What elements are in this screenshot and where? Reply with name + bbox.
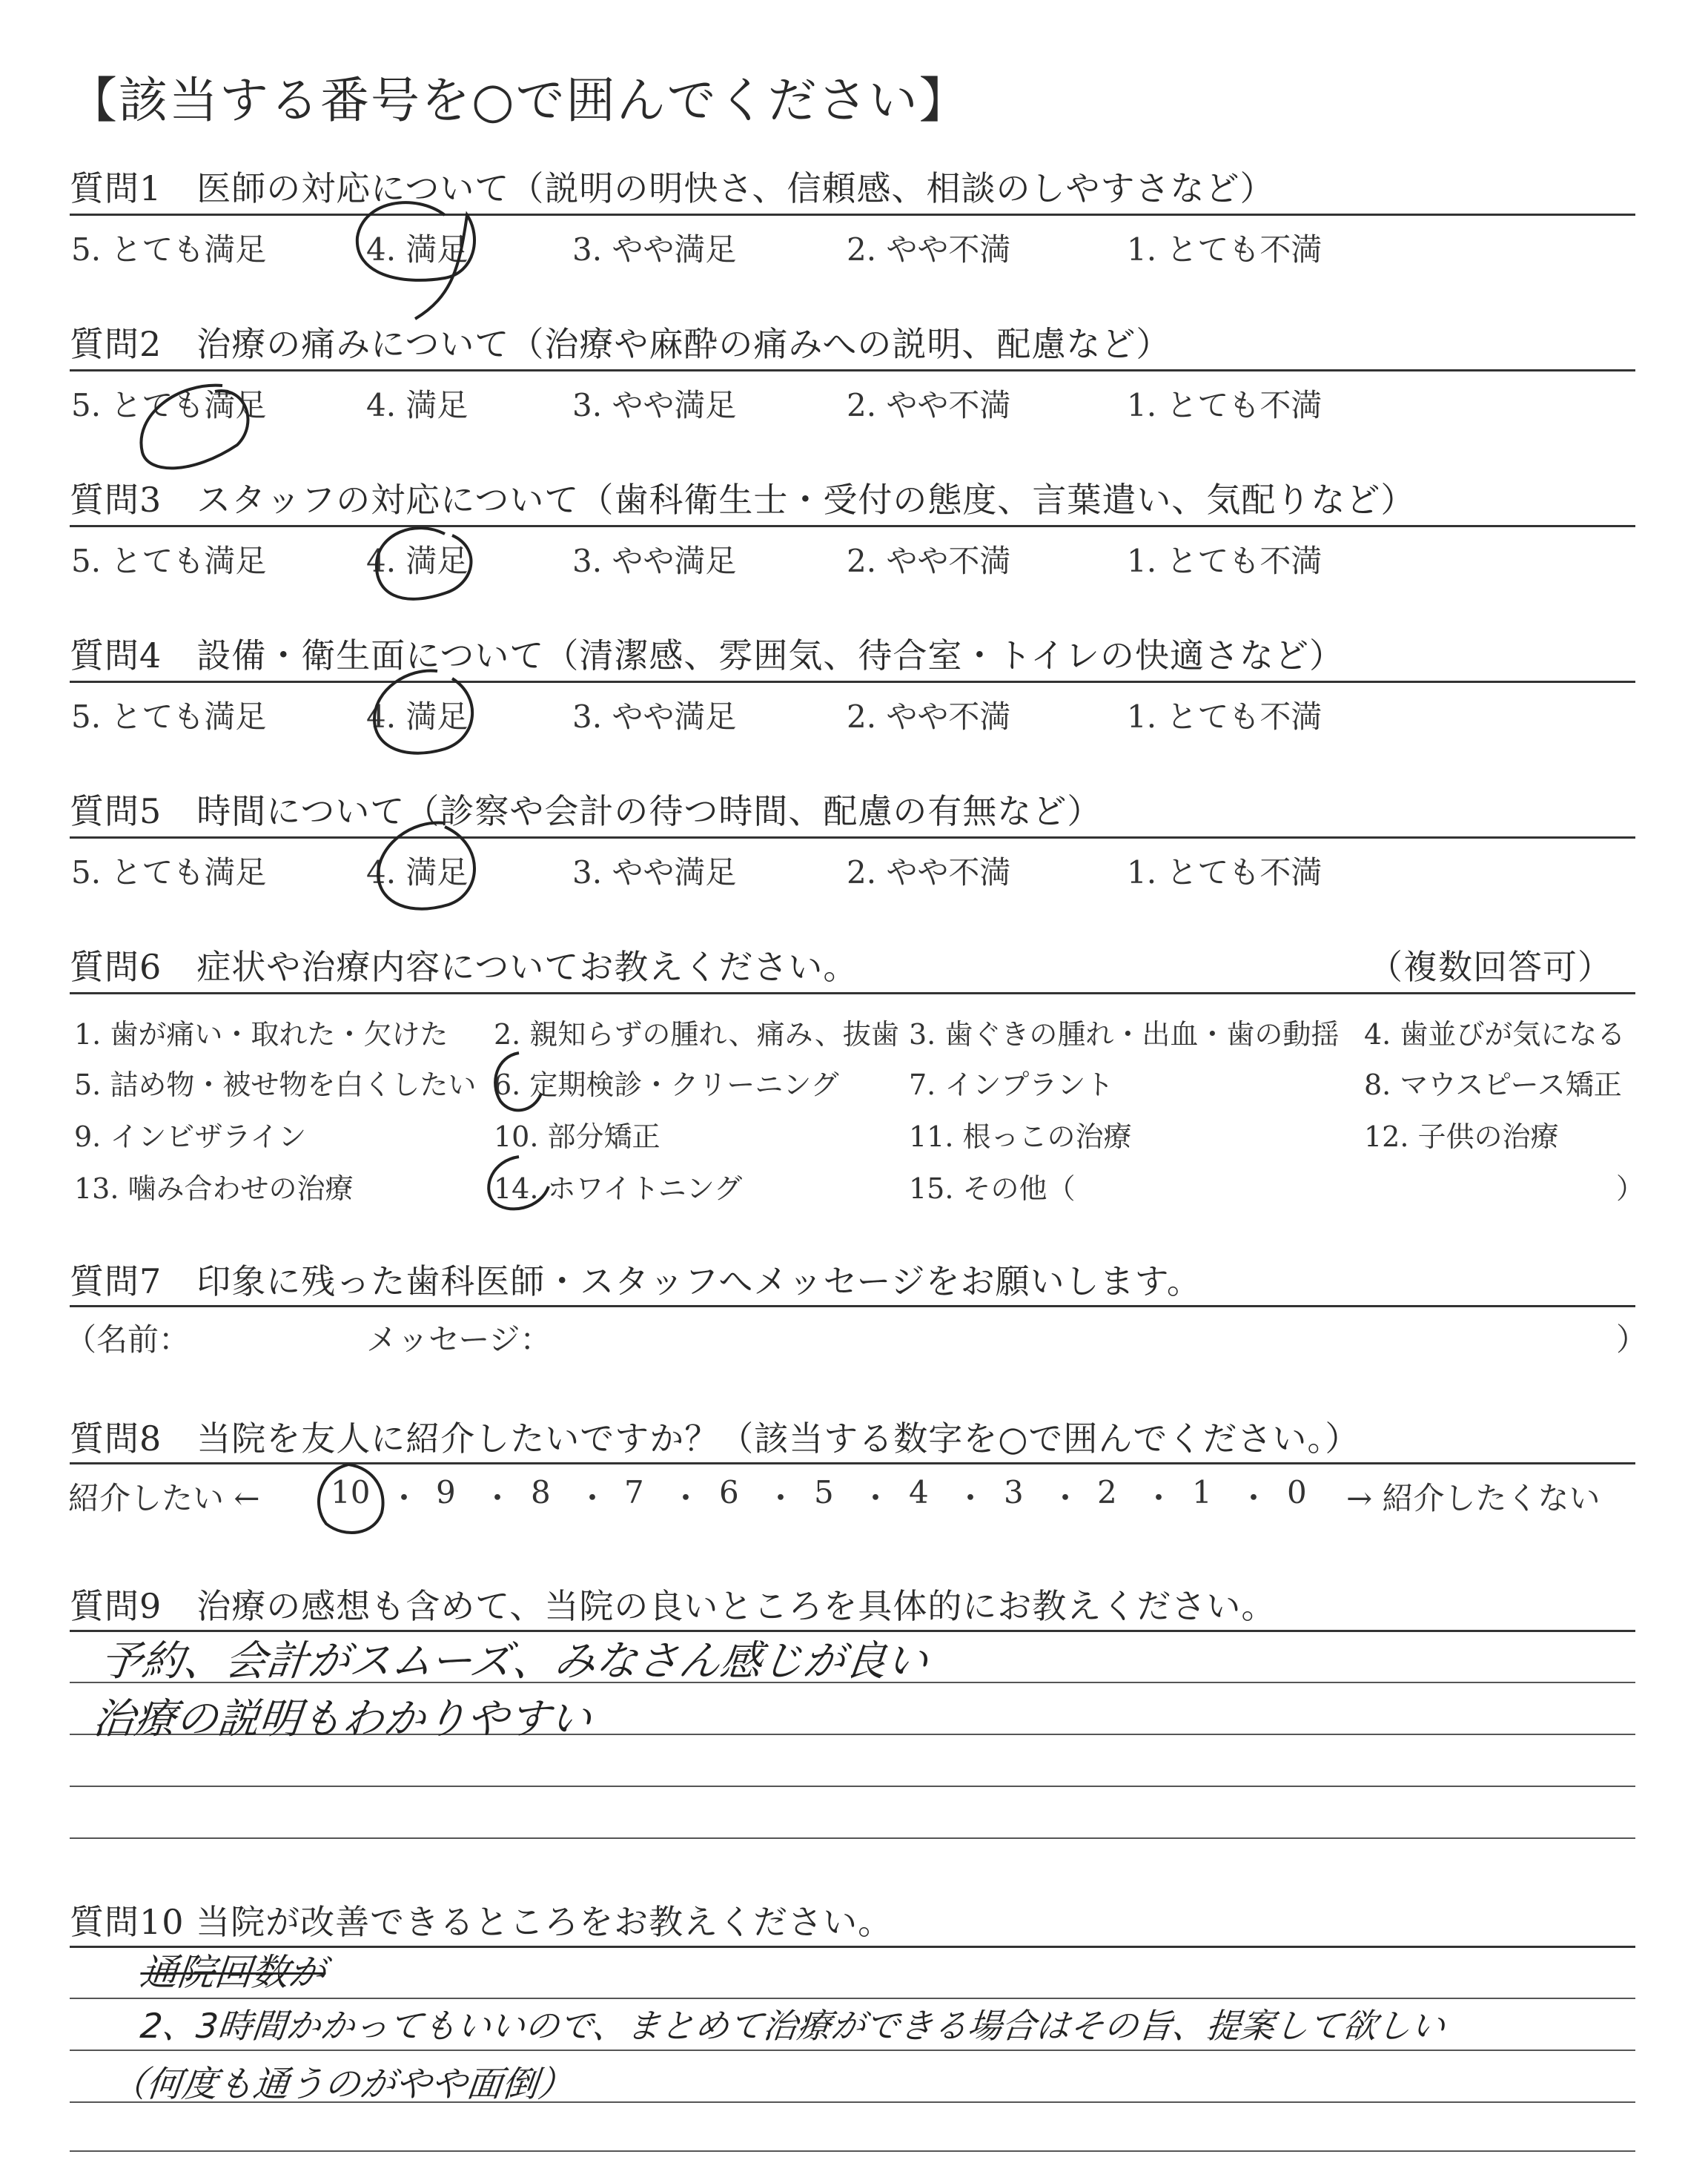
q1-title: 質問1 医師の対応について（説明の明快さ、信頼感、相談のしやすさなど） — [70, 168, 1275, 208]
q8-scale-8[interactable]: 8 — [531, 1474, 551, 1510]
q10-line-5 — [70, 2150, 1635, 2152]
q8-separator: ・ — [388, 1480, 420, 1516]
q6-option-3[interactable]: 3. 歯ぐきの腫れ・出血・歯の動揺 — [909, 1018, 1340, 1051]
q6-option-12[interactable]: 12. 子供の治療 — [1364, 1120, 1559, 1153]
q8-scale-4[interactable]: 4 — [909, 1474, 929, 1510]
q8-separator: ・ — [765, 1480, 797, 1516]
q4-option-3[interactable]: 3. やや満足 — [572, 698, 737, 735]
q6-option-1[interactable]: 1. 歯が痛い・取れた・欠けた — [74, 1018, 448, 1051]
q4-divider — [70, 681, 1635, 683]
q5-option-4[interactable]: 4. 満足 — [366, 854, 469, 891]
q6-option-2[interactable]: 2. 親知らずの腫れ、痛み、抜歯 — [494, 1018, 899, 1051]
q6-divider — [70, 992, 1635, 994]
q3-option-3[interactable]: 3. やや満足 — [572, 543, 737, 579]
q6-option-4[interactable]: 4. 歯並びが気になる — [1364, 1018, 1626, 1051]
q10-title: 質問10 当院が改善できるところをお教えください。 — [70, 1902, 893, 1942]
q8-separator: ・ — [1050, 1480, 1082, 1516]
q6-multiple-note: （複数回答可） — [1368, 947, 1612, 987]
q1-option-1[interactable]: 1. とても不満 — [1127, 231, 1323, 268]
q6-option-7[interactable]: 7. インプラント — [909, 1069, 1114, 1101]
q8-scale-9[interactable]: 9 — [436, 1474, 456, 1510]
q1-option-3[interactable]: 3. やや満足 — [572, 231, 737, 268]
q6-option-8[interactable]: 8. マウスピース矯正 — [1364, 1069, 1622, 1101]
q10-answer-line-1[interactable]: 2、3時間かかってもいいので、まとめて治療ができる場合はその旨、提案して欲しい — [138, 2006, 1448, 2046]
q6-option-13[interactable]: 13. 噛み合わせの治療 — [74, 1172, 354, 1205]
q3-divider — [70, 525, 1635, 527]
q4-title: 質問4 設備・衛生面について（清潔感、雰囲気、待合室・トイレの快適さなど） — [70, 635, 1345, 676]
q8-scale-1[interactable]: 1 — [1192, 1474, 1212, 1510]
q2-option-2[interactable]: 2. やや不満 — [847, 387, 1011, 423]
q6-option-15[interactable]: 15. その他（ — [909, 1172, 1076, 1205]
q4-option-2[interactable]: 2. やや不満 — [847, 698, 1011, 735]
q9-answer-line-1[interactable]: 予約、会計がスムーズ、みなさん感じが良い — [98, 1637, 931, 1685]
q3-option-4[interactable]: 4. 満足 — [366, 543, 469, 579]
q5-option-3[interactable]: 3. やや満足 — [572, 854, 737, 891]
q5-option-5[interactable]: 5. とても満足 — [71, 854, 267, 891]
q3-option-1[interactable]: 1. とても不満 — [1127, 543, 1323, 579]
q8-scale-2[interactable]: 2 — [1097, 1474, 1117, 1510]
q9-title: 質問9 治療の感想も含めて、当院の良いところを具体的にお教えください。 — [70, 1586, 1277, 1626]
q9-line-4 — [70, 1786, 1635, 1787]
q8-separator: ・ — [482, 1480, 514, 1516]
q8-separator: ・ — [670, 1480, 702, 1516]
q1-divider — [70, 214, 1635, 216]
q6-option-14[interactable]: 14. ホワイトニング — [494, 1172, 743, 1205]
q10-answer-line-2[interactable]: （何度も通うのがやや面倒） — [108, 2064, 576, 2105]
q10-struck-text: 通院回数が — [138, 1951, 328, 1994]
q2-divider — [70, 369, 1635, 371]
q8-title: 質問8 当院を友人に紹介したいですか？（該当する数字を○で囲んでください。） — [70, 1418, 1360, 1459]
q8-scale-7[interactable]: 7 — [624, 1474, 644, 1510]
q2-option-4[interactable]: 4. 満足 — [366, 387, 469, 423]
q6-option-5[interactable]: 5. 詰め物・被せ物を白くしたい — [74, 1069, 477, 1101]
q5-option-1[interactable]: 1. とても不満 — [1127, 854, 1323, 891]
q8-scale-0[interactable]: 0 — [1287, 1474, 1307, 1510]
q8-separator: ・ — [577, 1480, 609, 1516]
q5-title: 質問5 時間について（診察や会計の待つ時間、配慮の有無など） — [70, 791, 1102, 831]
q9-line-5 — [70, 1837, 1635, 1839]
q2-option-1[interactable]: 1. とても不満 — [1127, 387, 1323, 423]
q7-close-paren: ） — [1616, 1321, 1648, 1358]
q8-divider — [70, 1462, 1635, 1464]
q7-divider — [70, 1305, 1635, 1307]
q8-scale-3[interactable]: 3 — [1004, 1474, 1024, 1510]
q3-option-2[interactable]: 2. やや不満 — [847, 543, 1011, 579]
q6-option-10[interactable]: 10. 部分矯正 — [494, 1120, 661, 1153]
q10-line-3 — [70, 2050, 1635, 2051]
q8-left-label: 紹介したい ← — [68, 1480, 260, 1516]
q4-option-1[interactable]: 1. とても不満 — [1127, 698, 1323, 735]
q7-title: 質問7 印象に残った歯科医師・スタッフへメッセージをお願いします。 — [70, 1261, 1202, 1301]
q2-option-5[interactable]: 5. とても満足 — [71, 387, 267, 423]
q8-separator: ・ — [1143, 1480, 1175, 1516]
q2-title: 質問2 治療の痛みについて（治療や麻酔の痛みへの説明、配慮など） — [70, 324, 1171, 364]
q6-title: 質問6 症状や治療内容についてお教えください。 — [70, 947, 858, 987]
q5-option-2[interactable]: 2. やや不満 — [847, 854, 1011, 891]
q1-option-5[interactable]: 5. とても満足 — [71, 231, 267, 268]
q8-separator: ・ — [860, 1480, 892, 1516]
form-title: 【該当する番号を○で囲んでください】 — [68, 72, 970, 129]
q7-name-label: （名前： — [65, 1321, 191, 1358]
q3-title: 質問3 スタッフの対応について（歯科衛生士・受付の態度、言葉遣い、気配りなど） — [70, 480, 1416, 520]
q8-separator: ・ — [1238, 1480, 1270, 1516]
q2-option-3[interactable]: 3. やや満足 — [572, 387, 737, 423]
q8-scale-6[interactable]: 6 — [719, 1474, 739, 1510]
q4-option-5[interactable]: 5. とても満足 — [71, 698, 267, 735]
q6-option-11[interactable]: 11. 根っこの治療 — [909, 1120, 1132, 1153]
q1-option-4[interactable]: 4. 満足 — [366, 231, 469, 268]
q8-scale-10[interactable]: 10 — [331, 1474, 371, 1510]
q8-right-label: → 紹介したくない — [1346, 1480, 1601, 1516]
q4-option-4[interactable]: 4. 満足 — [366, 698, 469, 735]
q9-answer-line-2[interactable]: 治療の説明もわかりやすい — [90, 1695, 594, 1743]
q6-option-6[interactable]: 6. 定期検診・クリーニング — [494, 1069, 839, 1101]
q7-message-label: メッセージ： — [366, 1321, 552, 1358]
q8-scale-5[interactable]: 5 — [814, 1474, 834, 1510]
q3-option-5[interactable]: 5. とても満足 — [71, 543, 267, 579]
q5-divider — [70, 836, 1635, 839]
q1-option-2[interactable]: 2. やや不満 — [847, 231, 1011, 268]
q6-option-15-close: ） — [1616, 1172, 1645, 1205]
q8-separator: ・ — [955, 1480, 987, 1516]
q6-option-9[interactable]: 9. インビザライン — [74, 1120, 307, 1153]
